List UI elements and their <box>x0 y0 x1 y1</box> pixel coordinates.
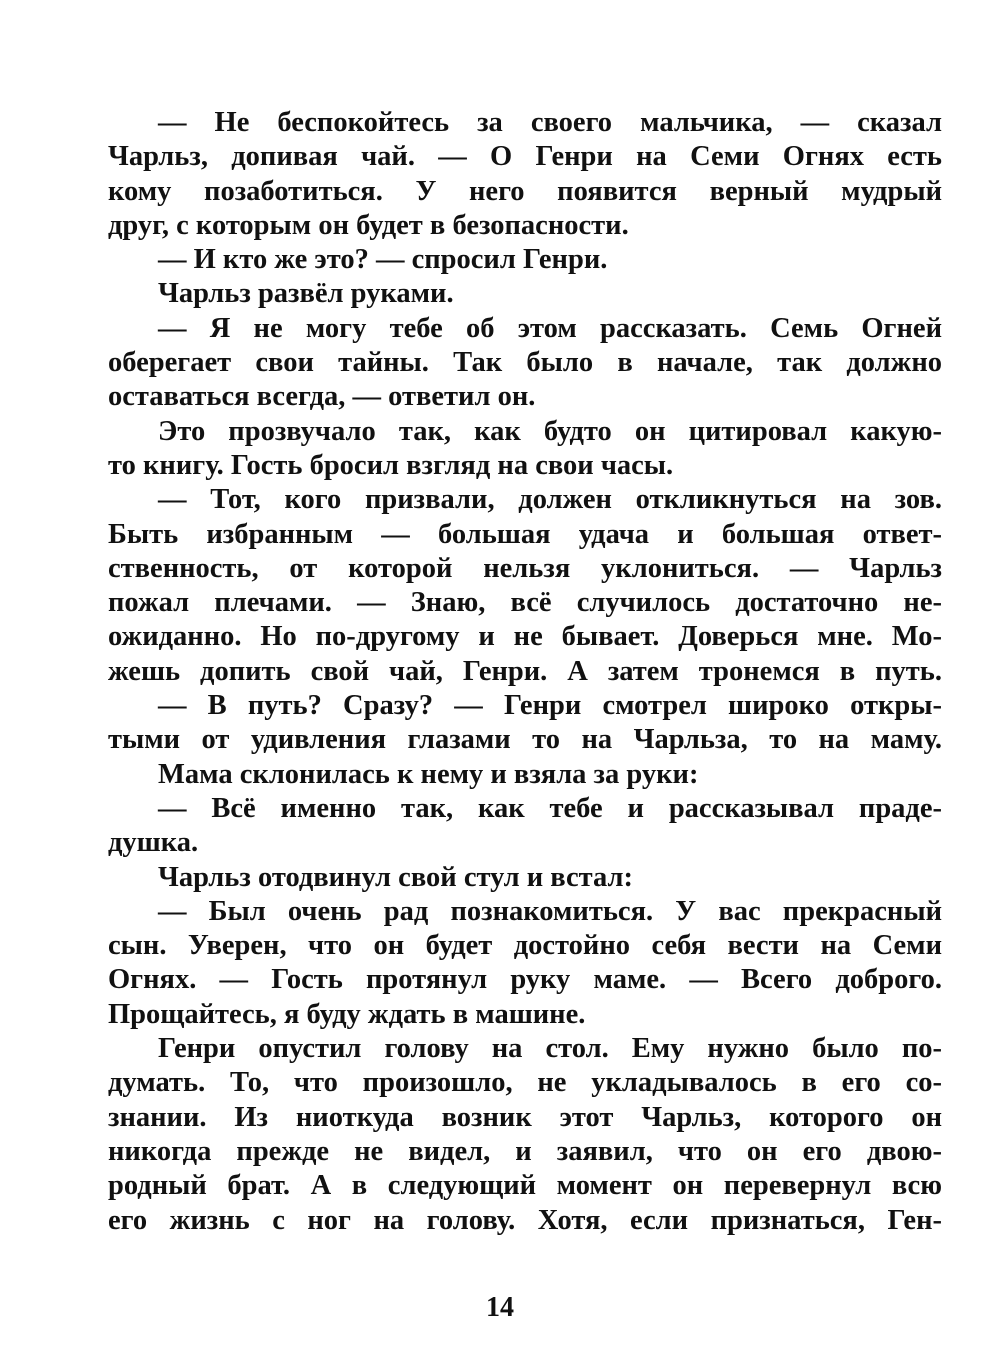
text-line: пожал плечами. — Знаю, всё случилось достаточно не- <box>108 587 942 619</box>
text-line: Чарльз, допивая чай. — О Генри на Семи Огнях есть <box>108 141 942 173</box>
text-line: жешь допить свой чай, Генри. А затем тронемся в путь. <box>108 655 942 687</box>
text-line: Чарльз развёл руками. <box>158 278 454 310</box>
text-line: душка. <box>108 827 199 859</box>
text-line: Прощайтесь, я буду ждать в машине. <box>108 998 586 1030</box>
text-line: кому позаботиться. У него появится верный мудрый <box>108 175 942 207</box>
text-line: ожиданно. Но по-другому и не бывает. Доверься мне. Мо- <box>108 621 942 653</box>
text-line: оставаться всегда, — ответил он. <box>108 381 536 413</box>
text-line: ственность, от которой нельзя уклониться. — Чарльз <box>108 552 942 584</box>
text-line: — Я не могу тебе об этом рассказать. Семь Огней <box>158 312 942 344</box>
text-line: тыми от удивления глазами то на Чарльза, то на маму. <box>108 724 942 756</box>
text-line: Мама склонилась к нему и взяла за руки: <box>158 758 699 790</box>
text-line: Быть избранным — большая удача и большая ответ- <box>108 518 942 550</box>
text-line: — Был очень рад познакомиться. У вас прекрасный <box>158 895 942 927</box>
text-line: — В путь? Сразу? — Генри смотрел широко откры- <box>158 690 942 722</box>
text-line: — Всё именно так, как тебе и рассказывал праде- <box>158 792 942 824</box>
text-line: думать. То, что произошло, не укладывалось в его со- <box>108 1067 942 1099</box>
text-line: оберегает свои тайны. Так было в начале, так должно <box>108 347 942 379</box>
text-line: — И кто же это? — спросил Генри. <box>158 244 608 276</box>
text-line: Чарльз отодвинул свой стул и встал: <box>158 861 634 893</box>
text-line: сын. Уверен, что он будет достойно себя вести на Семи <box>108 930 942 962</box>
body-text <box>108 106 942 1238</box>
text-line: — Не беспокойтесь за своего мальчика, — сказал <box>158 107 942 138</box>
text-line: друг, с которым он будет в безопасности. <box>108 209 629 241</box>
text-line: Это прозвучало так, как будто он цитировал какую- <box>158 415 942 447</box>
text-line: родный брат. А в следующий момент он перевернул всю <box>108 1170 942 1202</box>
text-line: Огнях. — Гость протянул руку маме. — Всего доброго. <box>108 964 942 996</box>
text-line: — Тот, кого призвали, должен откликнуться на зов. <box>158 484 942 516</box>
text-line: Генри опустил голову на стол. Ему нужно было по- <box>158 1033 942 1065</box>
text-line: то книгу. Гость бросил взгляд на свои часы. <box>108 449 674 481</box>
text-line: никогда прежде не видел, и заявил, что он его двою- <box>108 1135 942 1167</box>
text-line: знании. Из ниоткуда возник этот Чарльз, которого он <box>108 1101 942 1133</box>
page-number: 14 <box>486 1292 514 1323</box>
text-line: его жизнь с ног на голову. Хотя, если признаться, Ген- <box>108 1204 942 1236</box>
